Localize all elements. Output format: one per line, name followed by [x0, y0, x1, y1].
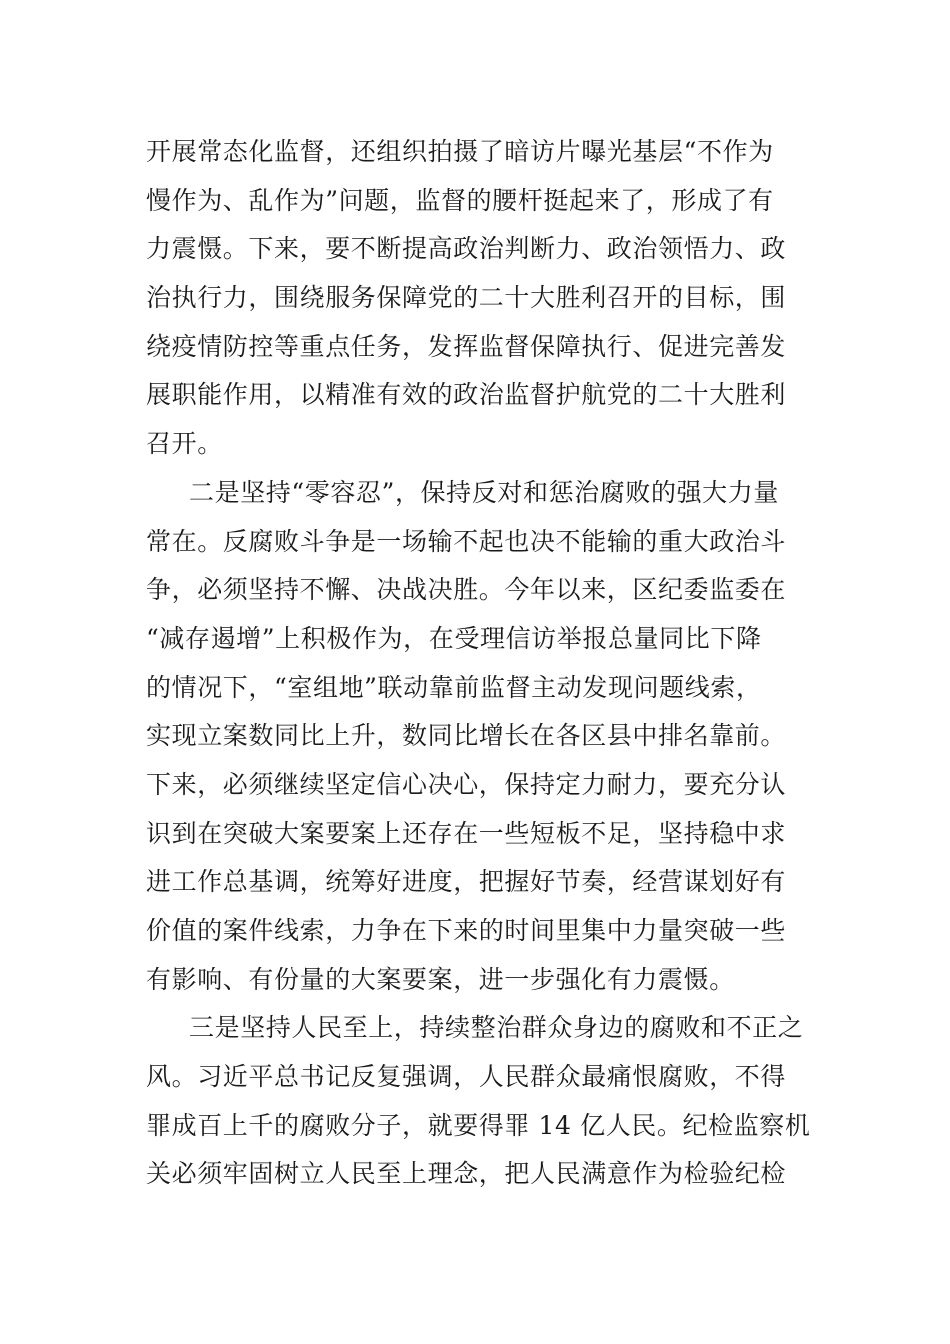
paragraph-point-three — [146, 1004, 811, 1199]
text-line: 绕疫情防控等重点任务，发挥监督保障执行、促进完善发 — [146, 331, 787, 361]
text-line: 常在。反腐败斗争是一场输不起也决不能输的重大政治斗 — [146, 526, 787, 556]
text-line: 关必须牢固树立人民至上理念，把人民满意作为检验纪检 — [146, 1159, 787, 1189]
text-line: 价值的案件线索，力争在下来的时间里集中力量突破一些 — [146, 916, 787, 945]
text-line: 实现立案数同比上升，数同比增长在各区县中排名靠前。 — [146, 721, 787, 751]
text-line: 召开。 — [146, 429, 223, 459]
text-line: 展职能作用，以精准有效的政治监督护航党的二十大胜利 — [146, 380, 787, 410]
text-line: 罪成百上千的腐败分子，就要得罪 14 亿人民。纪检监察机 — [146, 1110, 811, 1140]
paragraph-continuation — [146, 128, 811, 469]
text-line: 进工作总基调，统筹好进度，把握好节奏，经营谋划好有 — [146, 867, 787, 897]
paragraph-point-two — [146, 469, 811, 1005]
paragraph-first-line: 二是坚持“零容忍”，保持反对和惩治腐败的强大力量 — [189, 477, 779, 507]
text-line: “减存遏增”上积极作为，在受理信访举报总量同比下降 — [146, 623, 762, 653]
text-line: 有影响、有份量的大案要案，进一步强化有力震慑。 — [146, 964, 735, 994]
text-line: 力震慑。下来，要不断提高政治判断力、政治领悟力、政 — [146, 234, 787, 264]
text-line: 慢作为、乱作为”问题，监督的腰杆挺起来了，形成了有 — [146, 185, 774, 215]
text-line: 争，必须坚持不懈、决战决胜。今年以来，区纪委监委在 — [146, 575, 787, 605]
text-line: 下来，必须继续坚定信心决心，保持定力耐力，要充分认 — [146, 769, 787, 799]
text-line: 的情况下，“室组地”联动靠前监督主动发现问题线索， — [146, 672, 762, 702]
text-line: 开展常态化监督，还组织拍摄了暗访片曝光基层“不作为 — [146, 137, 774, 166]
text-line: 风。习近平总书记反复强调，人民群众最痛恨腐败，不得 — [146, 1062, 787, 1092]
document-body — [146, 128, 811, 1199]
text-line: 识到在突破大案要案上还存在一些短板不足，坚持稳中求 — [146, 818, 787, 848]
paragraph-first-line: 三是坚持人民至上，持续整治群众身边的腐败和不正之 — [189, 1013, 804, 1043]
text-line: 治执行力，围绕服务保障党的二十大胜利召开的目标，围 — [146, 283, 787, 313]
